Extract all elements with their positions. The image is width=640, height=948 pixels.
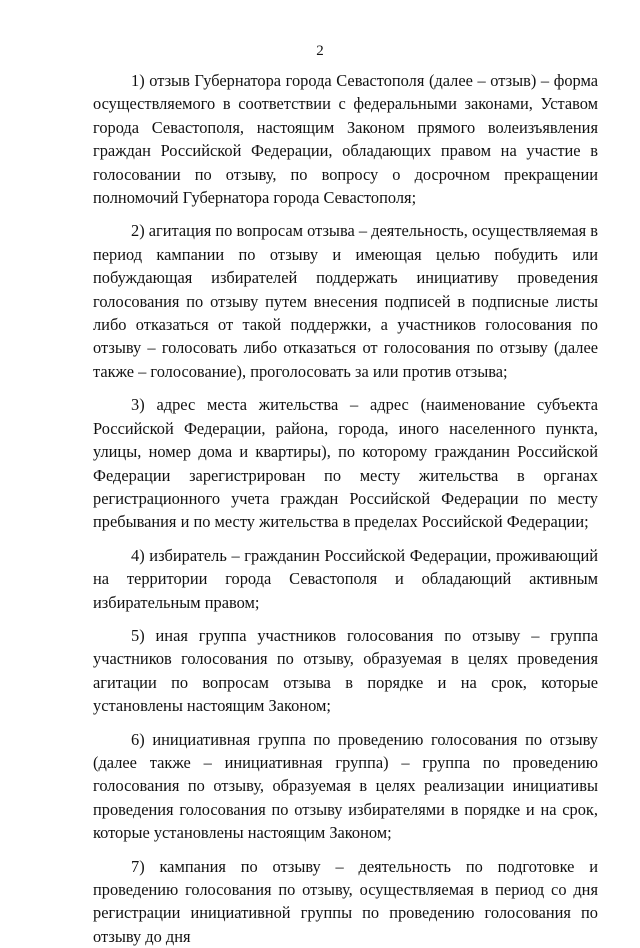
paragraph-4: 4) избиратель – гражданин Российской Федерации, проживающий на территории города Севастополя и обладающий активным избирательным правом;	[93, 545, 598, 612]
paragraph-1: 1) отзыв Губернатора города Севастополя (далее – отзыв) – форма осуществляемого в соответствии с федеральными законами, Уставом города Севастополя, настоящим Законом прямого волеизъявления граждан Российской Федерации, обладающих правом на участие в голосовании по отзыву, по вопросу о досрочном прекращении полномочий Губернатора города Севастополя;	[93, 71, 598, 208]
paragraph-2: 2) агитация по вопросам отзыва – деятельность, осуществляемая в период кампании по отзыву и имеющая целью побудить или побуждающая избирателей поддержать инициативу проведения голосования по отзыву путем внесения подписей в подписные листы либо отказаться от такой поддержки, а участников голосования по отзыву – голосовать либо отказаться от голосования по отзыву (далее также – голосование), проголосовать за или против отзыва;	[93, 221, 598, 381]
page-number: 2	[316, 43, 324, 59]
paragraph-5: 5) иная группа участников голосования по отзыву – группа участников голосования по отзыву, образуемая в целях проведения агитации по вопросам отзыва в порядке и на срок, которые установлены настоящим Законом;	[93, 625, 598, 716]
document-body	[93, 69, 598, 948]
paragraph-7: 7) кампания по отзыву – деятельность по подготовке и проведению голосования по отзыву, осуществляемая в период со дня регистрации инициативной группы по проведению голосования по отзыву до дня	[93, 856, 598, 946]
paragraph-3: 3) адрес места жительства – адрес (наименование субъекта Российской Федерации, района, города, иного населенного пункта, улицы, номер дома и квартиры), по которому гражданин Российской Федерации зарегистрирован по месту жительства в органах регистрационного учета граждан Российской Федерации по месту пребывания и по месту жительства в пределах Российской Федерации;	[93, 395, 598, 532]
paragraph-6: 6) инициативная группа по проведению голосования по отзыву (далее также – инициативная группа) – группа по проведению голосования по отзыву, образуемая в целях реализации инициативы проведения голосования по отзыву избирателями в порядке и на срок, которые установлены настоящим Законом;	[93, 729, 598, 843]
